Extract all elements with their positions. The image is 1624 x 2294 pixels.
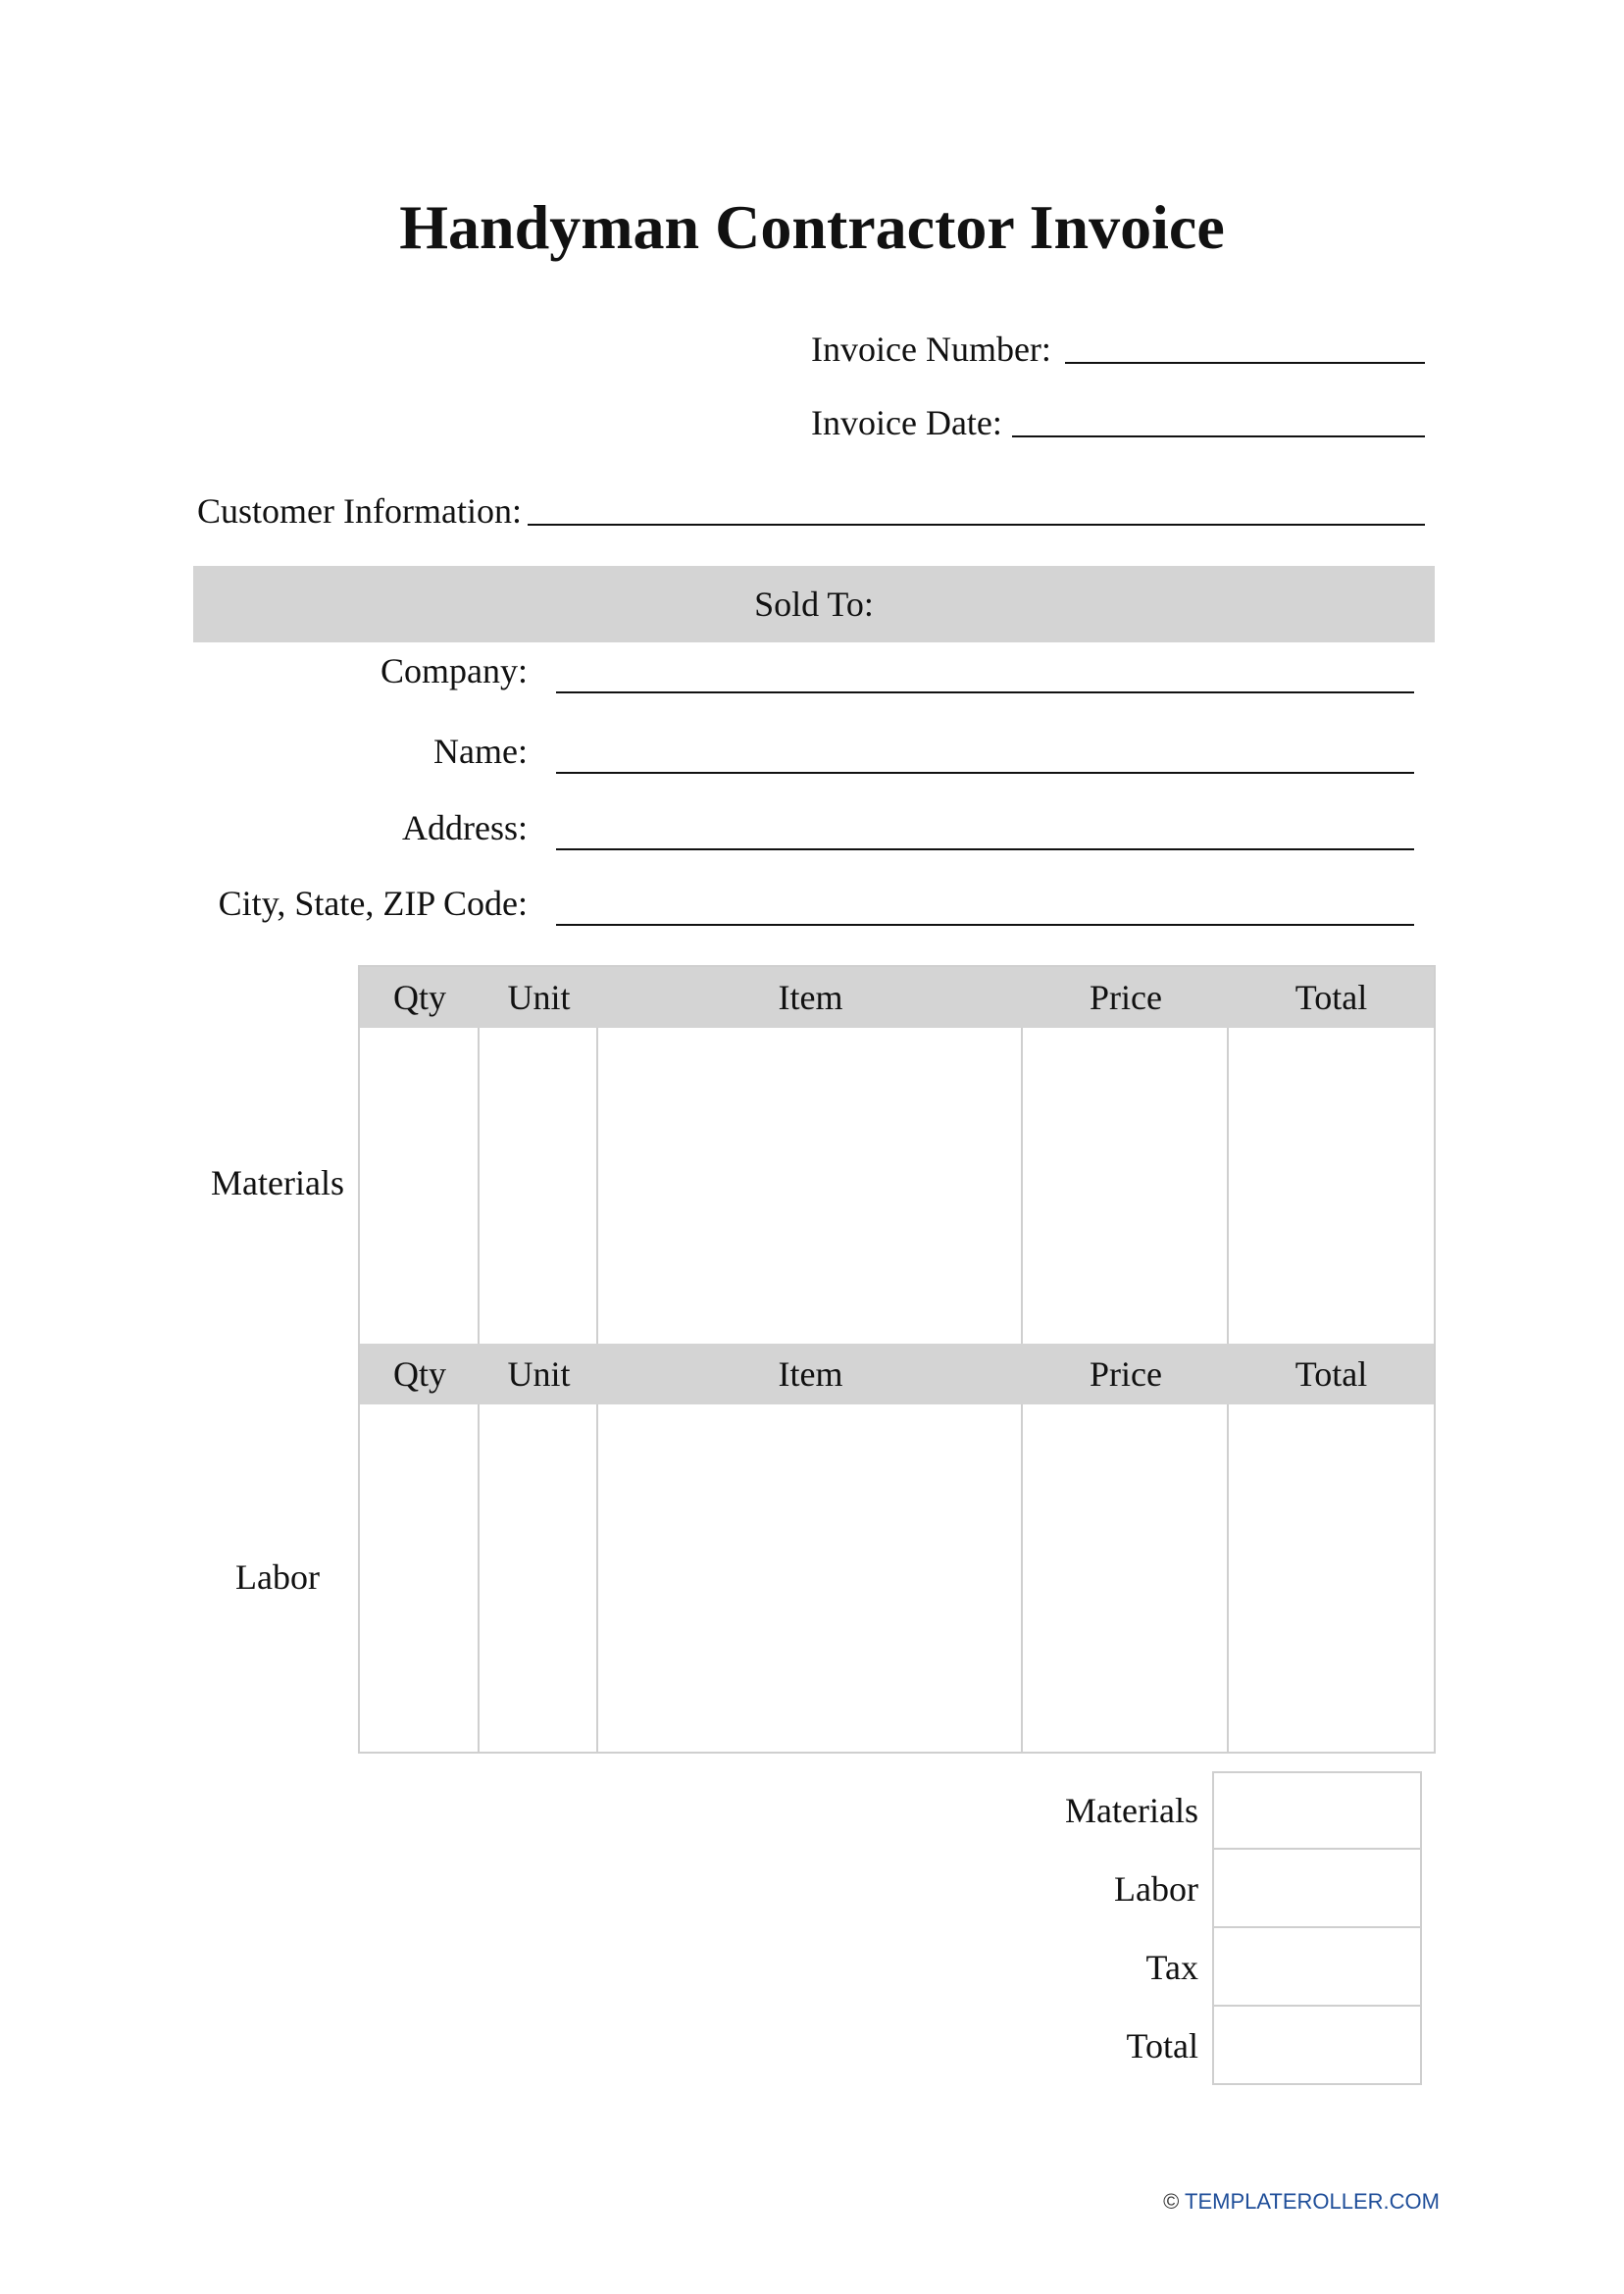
column-header-qty: Qty — [393, 1354, 446, 1394]
materials-item-cell[interactable] — [598, 1028, 1023, 1344]
customer-information-field — [197, 490, 1425, 532]
company-blank[interactable] — [556, 691, 1414, 693]
summary-labor-label: Labor — [1114, 1869, 1198, 1909]
labor-qty-cell[interactable] — [360, 1404, 480, 1752]
materials-table — [358, 965, 1436, 1346]
footer-credit — [1163, 2189, 1440, 2215]
sold-to-heading-label: Sold To: — [754, 585, 874, 624]
column-header-price: Price — [1090, 978, 1162, 1017]
column-header-total: Total — [1294, 1354, 1368, 1394]
sold-to-heading — [193, 566, 1435, 642]
invoice-number-label: Invoice Number: — [811, 330, 1051, 369]
address-label: Address: — [402, 808, 528, 847]
materials-unit-cell[interactable] — [480, 1028, 598, 1344]
invoice-number-blank[interactable] — [1065, 362, 1425, 364]
column-header-item: Item — [778, 1354, 843, 1394]
city-state-zip-field — [177, 883, 1414, 932]
summary-tax-box[interactable] — [1212, 1928, 1422, 2007]
address-blank[interactable] — [556, 848, 1414, 850]
labor-table-header — [360, 1344, 1434, 1404]
city-state-zip-label: City, State, ZIP Code: — [218, 884, 528, 923]
company-field — [177, 650, 1414, 699]
column-header-unit: Unit — [507, 978, 571, 1017]
column-header-unit: Unit — [507, 1354, 571, 1394]
name-blank[interactable] — [556, 772, 1414, 774]
city-state-zip-blank[interactable] — [556, 924, 1414, 926]
summary-total-label: Total — [1126, 2026, 1198, 2065]
summary-materials-box[interactable] — [1212, 1771, 1422, 1850]
labor-section-label: Labor — [235, 1557, 320, 1597]
customer-information-blank[interactable] — [528, 524, 1425, 526]
invoice-date-blank[interactable] — [1012, 435, 1425, 437]
name-label: Name: — [433, 732, 528, 771]
column-header-price: Price — [1090, 1354, 1162, 1394]
summary-tax-label: Tax — [1145, 1948, 1198, 1987]
labor-price-cell[interactable] — [1023, 1404, 1229, 1752]
materials-table-body — [360, 1028, 1434, 1344]
summary-tax-row — [981, 1928, 1436, 2007]
materials-price-cell[interactable] — [1023, 1028, 1229, 1344]
labor-item-cell[interactable] — [598, 1404, 1023, 1752]
address-field — [177, 807, 1414, 856]
invoice-date-field — [811, 402, 1425, 443]
labor-table — [358, 1344, 1436, 1754]
document-title: Handyman Contractor Invoice — [399, 192, 1225, 262]
summary-total-box[interactable] — [1212, 2007, 1422, 2085]
summary-labor-row — [981, 1850, 1436, 1928]
footer-site-link[interactable]: TEMPLATEROLLER.COM — [1185, 2189, 1440, 2214]
materials-table-header — [360, 967, 1434, 1028]
copyright-symbol: © — [1163, 2189, 1180, 2214]
column-header-total: Total — [1294, 978, 1368, 1017]
column-header-item: Item — [778, 978, 843, 1017]
summary-total-row — [981, 2007, 1436, 2085]
company-label: Company: — [381, 651, 528, 690]
materials-qty-cell[interactable] — [360, 1028, 480, 1344]
labor-table-body — [360, 1404, 1434, 1752]
name-field — [177, 731, 1414, 780]
materials-section-label: Materials — [211, 1163, 344, 1202]
summary-materials-row — [981, 1771, 1436, 1850]
labor-total-cell[interactable] — [1229, 1404, 1434, 1752]
customer-information-label: Customer Information: — [197, 491, 522, 531]
materials-total-cell[interactable] — [1229, 1028, 1434, 1344]
invoice-date-label: Invoice Date: — [811, 403, 1002, 442]
invoice-number-field — [811, 329, 1425, 370]
summary-materials-label: Materials — [1065, 1791, 1198, 1830]
column-header-qty: Qty — [393, 978, 446, 1017]
labor-unit-cell[interactable] — [480, 1404, 598, 1752]
summary-labor-box[interactable] — [1212, 1850, 1422, 1928]
